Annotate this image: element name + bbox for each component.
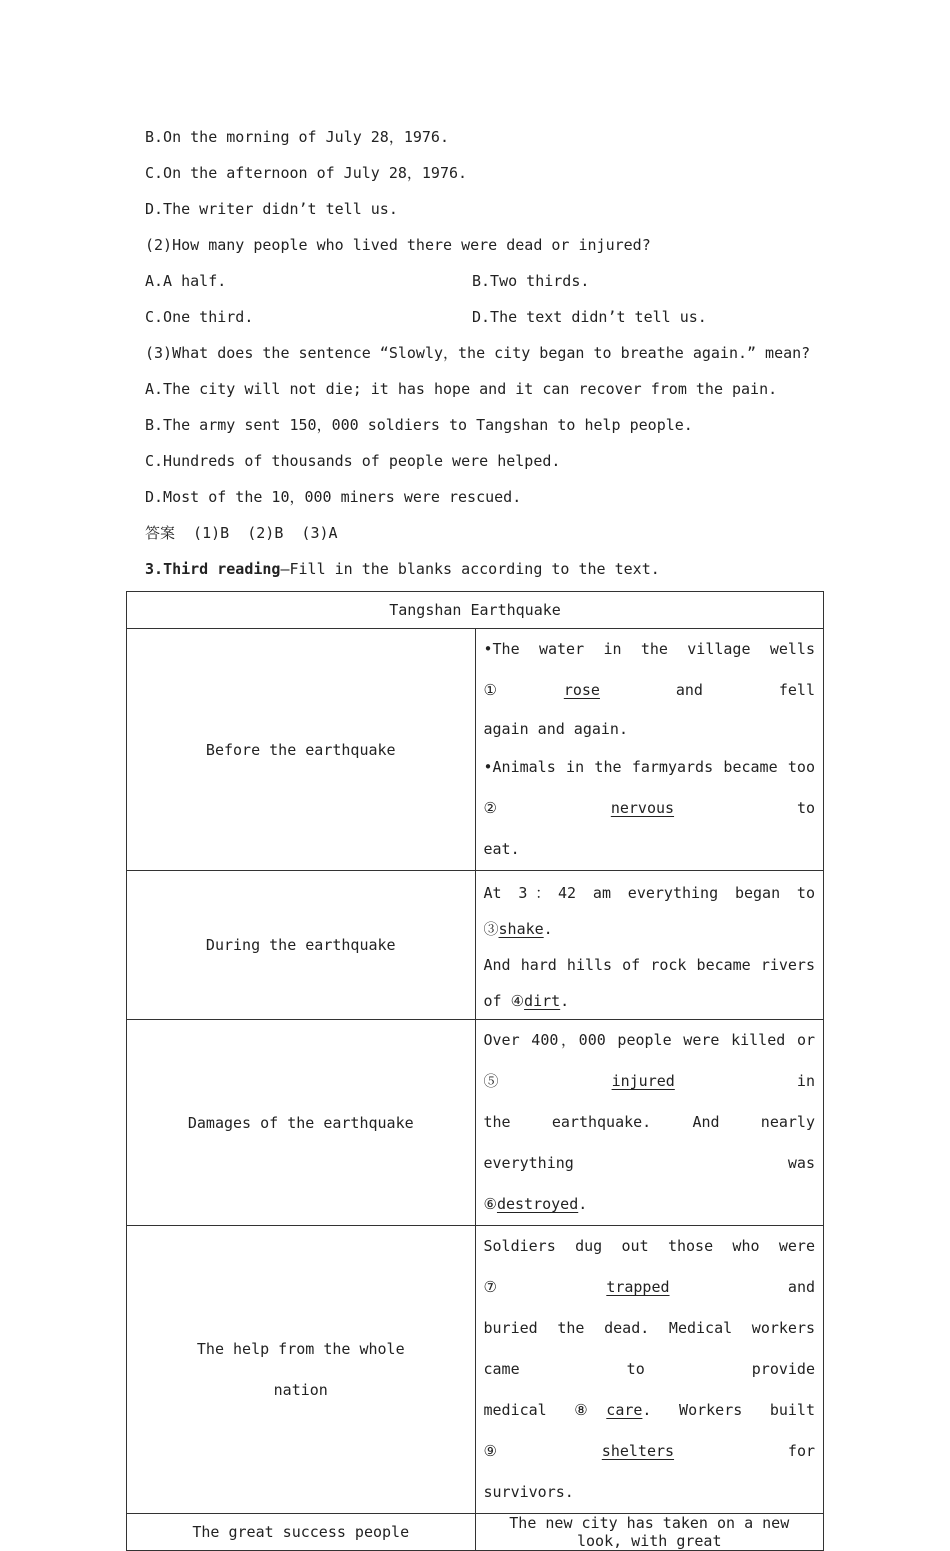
row-label-before: Before the earthquake <box>127 629 476 871</box>
q2-option-c: C.One third. <box>145 308 254 326</box>
text-segment: . Workers built ⑨ <box>483 1401 815 1460</box>
text-segment: •Animals in the farmyards became too ② <box>483 758 815 817</box>
answer-blank-2: nervous <box>610 799 675 817</box>
table-title-row <box>127 592 824 629</box>
section-3-instruction: —Fill in the blanks according to the text. <box>280 560 660 578</box>
row-label-help <box>127 1226 476 1514</box>
content-line: buried the dead. Medical workers came to provide <box>483 1319 815 1378</box>
content-line <box>484 875 816 947</box>
content-line <box>484 1390 816 1472</box>
q1-option-b: B.On the morning of July 28，1976. <box>145 128 449 146</box>
q3-option-a: A.The city will not die; it has hope and it can recover from the pain. <box>145 380 778 398</box>
text-segment: and fell <box>599 681 815 699</box>
q3-option-c: C.Hundreds of thousands of people were helped. <box>145 452 561 470</box>
content-line <box>484 629 816 711</box>
content-line <box>484 747 816 829</box>
row-content-during <box>475 871 824 1020</box>
content-line <box>484 947 816 1019</box>
answer-blank-9: shelters <box>601 1442 675 1460</box>
q3-question: (3)What does the sentence “Slowly，the city began to breathe again.” mean? <box>145 344 811 362</box>
content-line <box>484 1184 816 1225</box>
text-segment: in <box>674 1072 815 1090</box>
text-segment: Over 400，000 people were killed or ⑤ <box>483 1031 815 1090</box>
q2-option-a: A.A half. <box>145 272 227 290</box>
label-line: nation <box>273 1380 328 1399</box>
text-segment: Soldiers dug out those who were ⑦ <box>483 1237 815 1296</box>
content-line: eat. <box>483 840 520 858</box>
table-row <box>127 1514 824 1551</box>
text-segment: to <box>674 799 816 817</box>
answer-blank-8: care <box>606 1401 643 1419</box>
text-segment: and <box>669 1278 816 1296</box>
answer-key: 答案 (1)B (2)B (3)A <box>145 524 338 542</box>
text-segment: At 3：42 am everything began to ③ <box>483 884 815 938</box>
text-segment: . <box>543 920 553 938</box>
text-segment: . <box>578 1195 588 1213</box>
content-line: the earthquake. And nearly everything was <box>483 1113 815 1172</box>
table-row <box>127 629 824 871</box>
text-segment: medical ⑧ <box>483 1401 607 1419</box>
answer-blank-5: injured <box>611 1072 675 1090</box>
content-line <box>484 1226 816 1308</box>
section-3-number: 3. <box>145 560 164 578</box>
q2-question: (2)How many people who lived there were dead or injured? <box>145 236 651 254</box>
row-label-during: During the earthquake <box>127 871 476 1020</box>
content-line: again and again. <box>483 720 628 738</box>
label-line: The help from the whole <box>196 1339 405 1358</box>
section-3-title: Third reading <box>163 560 281 578</box>
q1-option-d: D.The writer didn’t tell us. <box>145 200 398 218</box>
text-segment: And hard hills of rock became rivers of ④ <box>483 956 815 1010</box>
answer-blank-1: rose <box>563 681 600 699</box>
table-row <box>127 1020 824 1226</box>
row-label-damages: Damages of the earthquake <box>127 1020 476 1226</box>
row-label-success: The great success people <box>127 1514 476 1551</box>
q3-option-d: D.Most of the 10，000 miners were rescued. <box>145 488 522 506</box>
content-line <box>484 1020 816 1102</box>
row-content-damages <box>475 1020 824 1226</box>
text-segment: for <box>674 1442 816 1460</box>
q2-option-d: D.The text didn’t tell us. <box>472 308 707 326</box>
text-segment: ⑥ <box>483 1195 497 1213</box>
q3-option-b: B.The army sent 150，000 soldiers to Tangshan to help people. <box>145 416 693 434</box>
table-title: Tangshan Earthquake <box>127 592 824 629</box>
fill-in-table <box>126 591 824 1551</box>
answer-blank-4: dirt <box>524 992 561 1010</box>
answer-blank-3: shake <box>498 920 544 938</box>
content-line: survivors. <box>483 1483 574 1501</box>
answer-blank-6: destroyed <box>496 1195 579 1213</box>
table-row <box>127 1226 824 1514</box>
row-content-help <box>475 1226 824 1514</box>
q1-option-c: C.On the afternoon of July 28，1976. <box>145 164 468 182</box>
q2-option-b: B.Two thirds. <box>472 272 590 290</box>
table-row <box>127 871 824 1020</box>
text-segment: . <box>560 992 570 1010</box>
row-content-success: The new city has taken on a new look, with great <box>475 1514 824 1551</box>
answer-blank-7: trapped <box>606 1278 670 1296</box>
text-segment: •The water in the village wells ① <box>483 640 815 699</box>
row-content-before <box>475 629 824 871</box>
section-3-heading <box>145 559 660 579</box>
